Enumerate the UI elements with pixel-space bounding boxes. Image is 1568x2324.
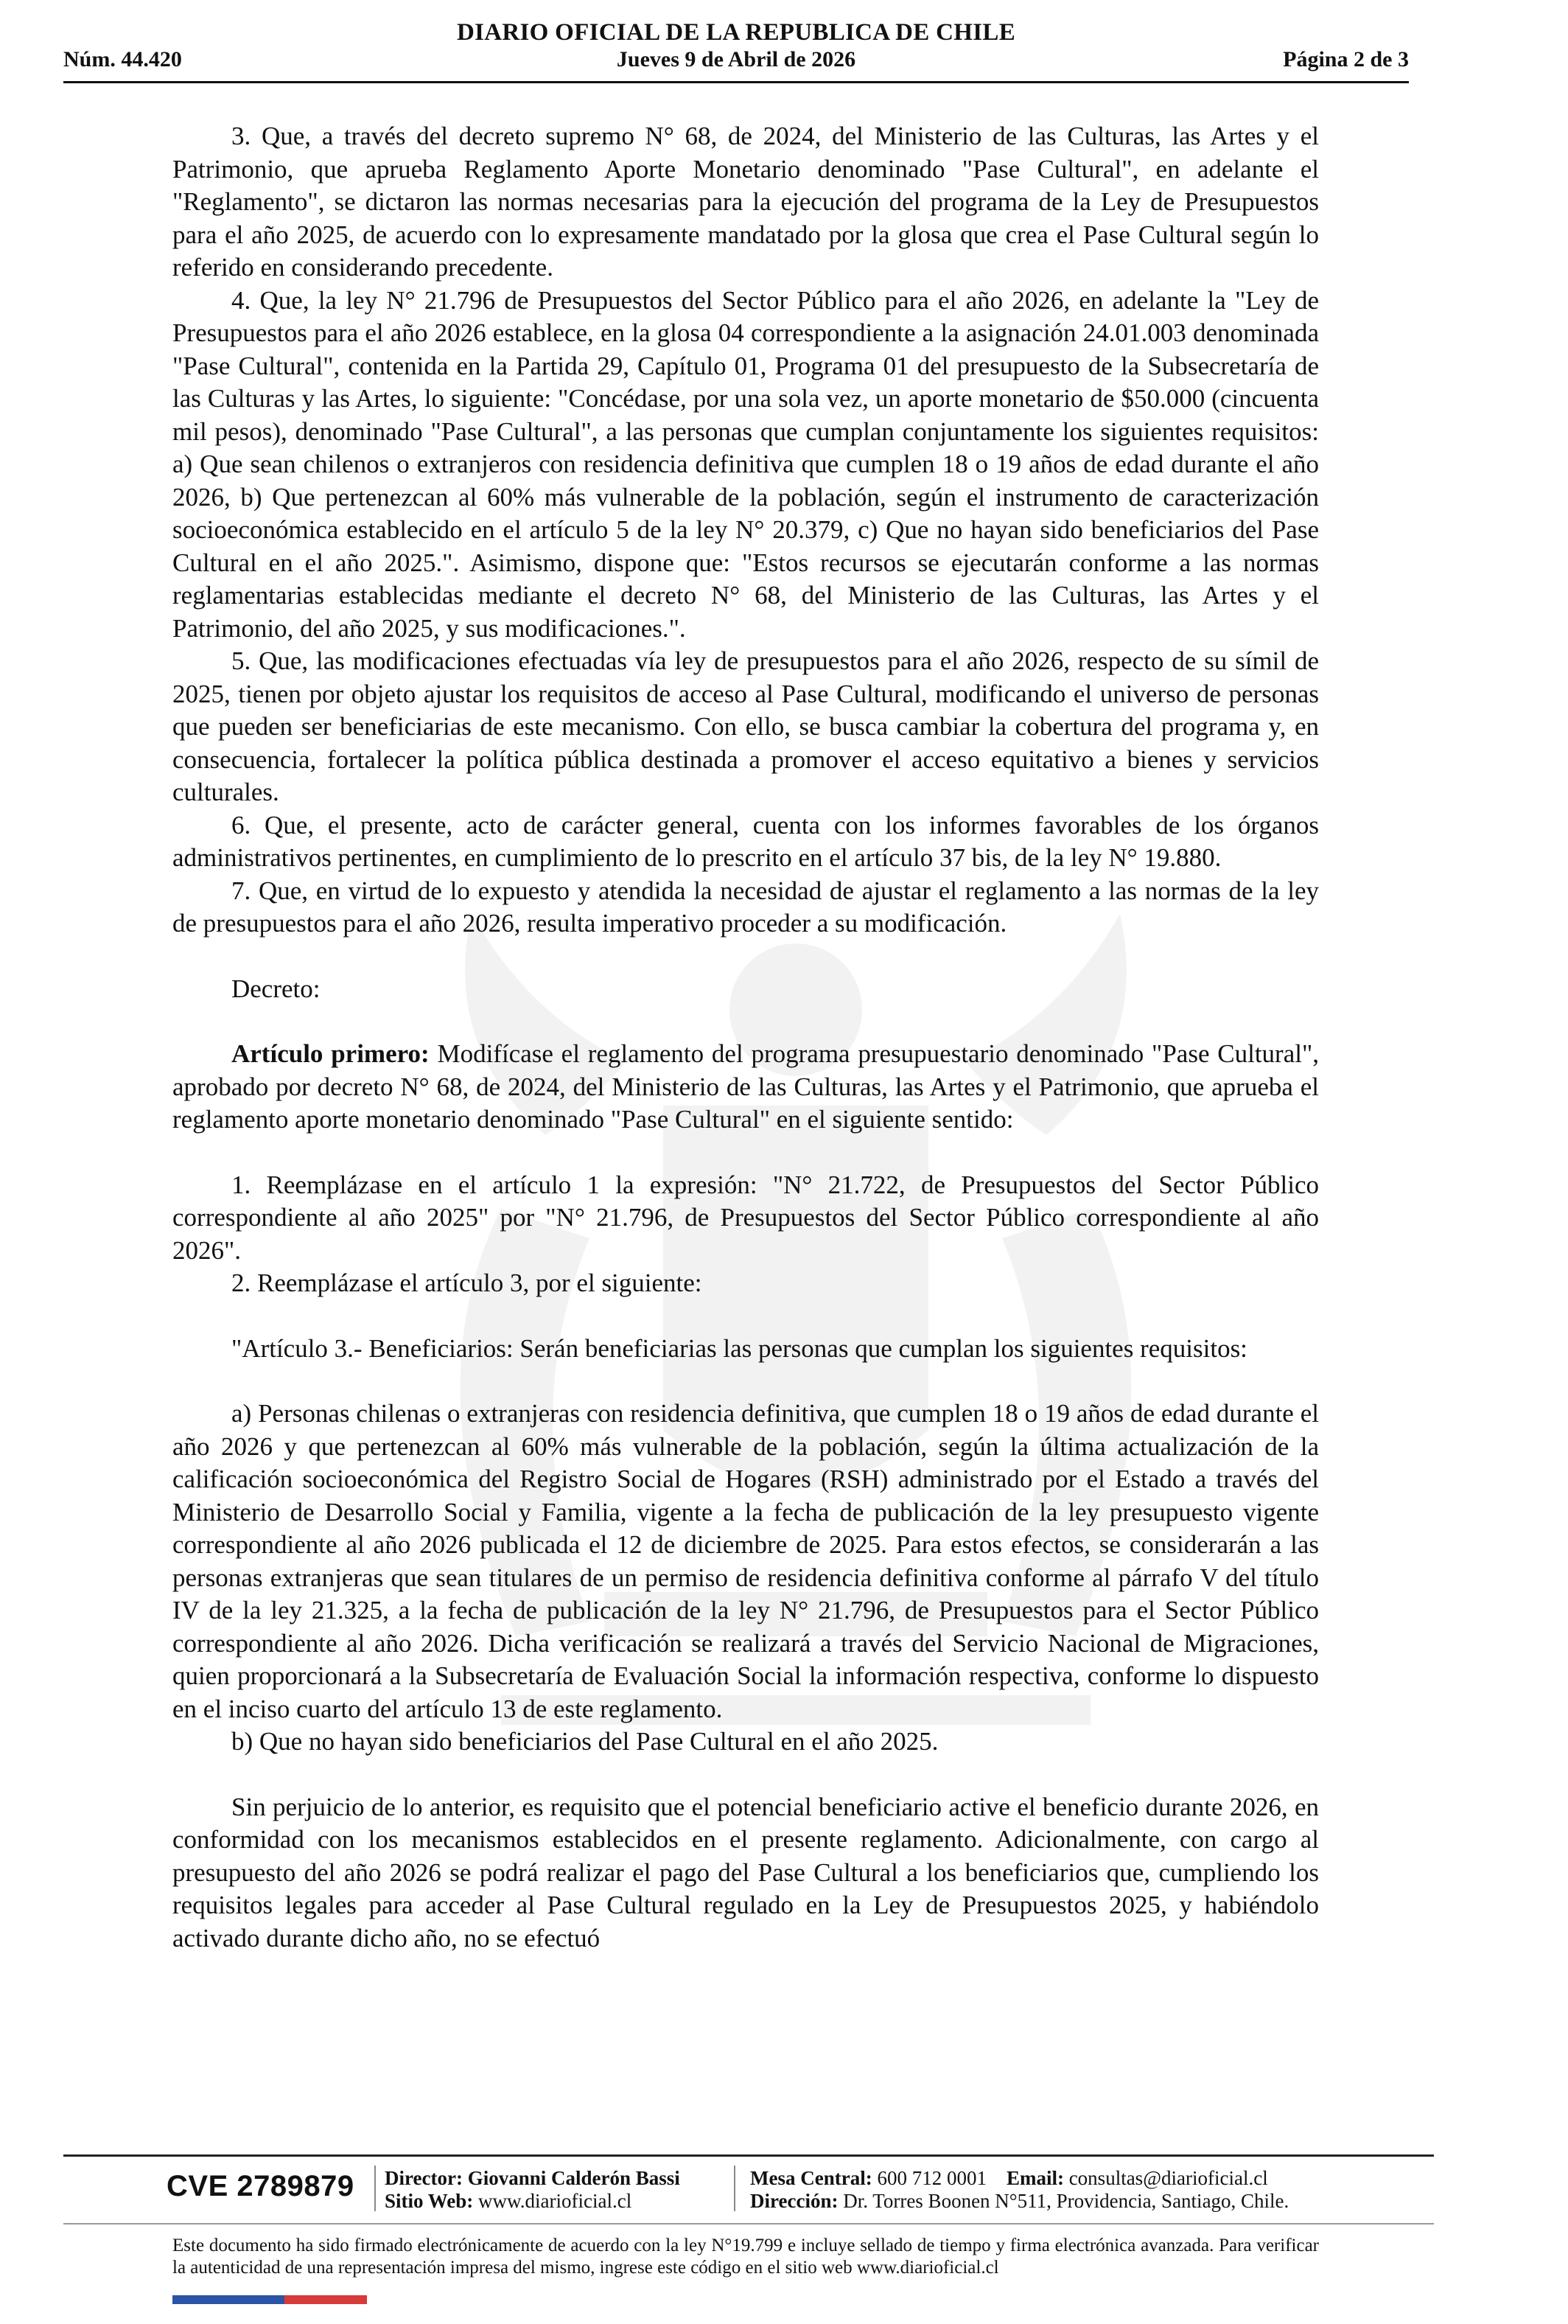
articulo-primero-text: Modifícase el reglamento del programa presupuestario denominado "Pase Cultural", aprobado por decreto N° 68, de 2024, del Ministerio de las Culturas, las Artes y el Patrimonio, que aprueba el reglamento aporte monetario denominado "Pase Cultural" en el siguiente sentido: <box>172 1039 1319 1134</box>
email-label: Email: <box>1006 2167 1064 2189</box>
address-label: Dirección: <box>750 2190 839 2212</box>
footer-contact-block <box>750 2167 1289 2213</box>
footer-divider-thin <box>63 2223 1434 2224</box>
electronic-signature-notice: Este documento ha sido firmado electrónicamente de acuerdo con la ley N°19.799 e incluye sellado de tiempo y firma electrónica avanzada. Para verificar la autenticidad de una representación impresa del mismo, ingrese este código en el sitio web www.diarioficial.cl <box>172 2236 1319 2278</box>
amendment-item-2: 2. Reemplázase el artículo 3, por el siguiente: <box>231 1269 702 1297</box>
amendment-item-1: 1. Reemplázase en el artículo 1 la expresión: "N° 21.722, de Presupuestos del Sector Público correspondiente al año 2025" por "N° 21.796, de Presupuestos del Sector Público correspondiente al año 2026". <box>172 1170 1319 1265</box>
header-divider <box>63 81 1409 83</box>
website-link[interactable]: www.diarioficial.cl <box>478 2190 632 2212</box>
mesa-phone: 600 712 0001 <box>877 2167 987 2189</box>
considerando-3: 3. Que, a través del decreto supremo N° 68, de 2024, del Ministerio de las Culturas, las Artes y el Patrimonio, que aprueba Reglamento Aporte Monetario denominado "Pase Cultural", en adelante el "Reglamento", se dictaron las normas necesarias para la ejecución del programa de la Ley de Presupuestos para el año 2025, de acuerdo con lo expresamente mandatado por la glosa que crea el Pase Cultural según lo referido en considerando precedente. <box>172 122 1319 282</box>
considerando-6: 6. Que, el presente, acto de carácter general, cuenta con los informes favorables de los órganos administrativos pertinentes, en cumplimiento de lo prescrito en el artículo 37 bis, de la ley N° 19.880. <box>172 810 1319 872</box>
director-name: Giovanni Calderón Bassi <box>467 2167 680 2189</box>
mesa-label: Mesa Central: <box>750 2167 872 2189</box>
address-text: Dr. Torres Boonen N°511, Providencia, Santiago, Chile. <box>843 2190 1289 2212</box>
director-label: Director: <box>385 2167 463 2189</box>
document-body <box>172 120 1319 1955</box>
articulo-primero <box>172 1038 1319 1137</box>
footer-separator <box>734 2166 735 2211</box>
requirement-b: b) Que no hayan sido beneficiarios del Pase Cultural en el año 2025. <box>231 1727 939 1756</box>
closing-paragraph: Sin perjuicio de lo anterior, es requisito que el potencial beneficiario active el beneficio durante 2026, en conformidad con los mecanismos establecidos en el presente reglamento. Adicionalmente, con cargo al presupuesto del año 2026 se podrá realizar el pago del Pase Cultural a los beneficiarios que, cumpliendo los requisitos legales para acceder al Pase Cultural regulado en la Ley de Presupuestos 2025, y habiéndolo activado durante dicho año, no se efectuó <box>172 1792 1319 1953</box>
footer-separator <box>374 2166 376 2211</box>
articulo-3-intro: "Artículo 3.- Beneficiarios: Serán beneficiarias las personas que cumplan los siguientes requisitos: <box>231 1333 1247 1363</box>
footer-director-block <box>385 2167 680 2213</box>
considerando-4: 4. Que, la ley N° 21.796 de Presupuestos del Sector Público para el año 2026, en adelante la "Ley de Presupuestos para el año 2026 establece, en la glosa 04 correspondiente a la asignación 24.01.003 denominada "Pase Cultural", contenida en la Partida 29, Capítulo 01, Programa 01 del presupuesto de la Subsecretaría de las Culturas y las Artes, lo siguiente: "Concédase, por una sola vez, un aporte monetario de $50.000 (cincuenta mil pesos), denominado "Pase Cultural", a las personas que cumplan conjuntamente los siguientes requisitos: a) Que sean chilenos o extranjeros con residencia definitiva que cumplen 18 o 19 años de edad durante el año 2026, b) Que pertenezcan al 60% más vulnerable de la población, según el instrumento de caracterización socioeconómica establecido en el artículo 5 de la ley N° 20.379, c) Que no hayan sido beneficiarios del Pase Cultural en el año 2025.". Asimismo, dispone que: "Estos recursos se ejecutarán conforme a las normas reglamentarias establecidas mediante el decreto N° 68, del Ministerio de las Culturas, las Artes y el Patrimonio, del año 2025, y sus modificaciones.". <box>172 285 1319 643</box>
flag-stripe-red <box>284 2295 367 2304</box>
page-header <box>63 18 1409 91</box>
gazette-title: DIARIO OFICIAL DE LA REPUBLICA DE CHILE <box>456 19 1016 46</box>
considerando-7: 7. Que, en virtud de lo expuesto y atendida la necesidad de ajustar el reglamento a las normas de la ley de presupuestos para el año 2026, resulta imperativo proceder a su modificación. <box>172 876 1319 938</box>
articulo-primero-label: Artículo primero: <box>231 1039 430 1068</box>
considerando-5: 5. Que, las modificaciones efectuadas vía ley de presupuestos para el año 2026, respecto de su símil de 2025, tienen por objeto ajustar los requisitos de acceso al Pase Cultural, modificando el universo de personas que pueden ser beneficiarias de este mecanismo. Con ello, se busca cambiar la cobertura del programa y, en consecuencia, fortalecer la política pública destinada a promover el acceso equitativo a bienes y servicios culturales. <box>172 646 1319 806</box>
header-meta <box>63 47 1409 80</box>
flag-stripe-blue <box>172 2295 284 2304</box>
issue-date: Jueves 9 de Abril de 2026 <box>616 47 856 71</box>
email-link[interactable]: consultas@diarioficial.cl <box>1068 2167 1268 2189</box>
issue-number: Núm. 44.420 <box>63 47 182 71</box>
cve-code: CVE 2789879 <box>167 2170 354 2202</box>
decreto-heading: Decreto: <box>231 974 321 1003</box>
footer-divider <box>63 2154 1434 2157</box>
website-label: Sitio Web: <box>385 2190 474 2212</box>
requirement-a: a) Personas chilenas o extranjeras con residencia definitiva, que cumplen 18 o 19 años de edad durante el año 2026 y que pertenezcan al 60% más vulnerable de la población, según la última actualización de la calificación socioeconómica del Registro Social de Hogares (RSH) administrado por el Estado a través del Ministerio de Desarrollo Social y Familia, vigente a la fecha de publicación de la ley presupuesto vigente correspondiente al año 2026 publicada el 12 de diciembre de 2025. Para estos efectos, se considerarán a las personas extranjeras que sean titulares de un permiso de residencia definitiva conforme al párrafo V del título IV de la ley 21.325, a la fecha de publicación de la ley N° 21.796, de Presupuestos para el Sector Público correspondiente al año 2026. Dicha verificación se realizará a través del Servicio Nacional de Migraciones, quien proporcionará a la Subsecretaría de Evaluación Social la información respectiva, conforme lo dispuesto en el inciso cuarto del artículo 13 de este reglamento. <box>172 1399 1319 1723</box>
page-indicator: Página 2 de 3 <box>1283 47 1409 71</box>
